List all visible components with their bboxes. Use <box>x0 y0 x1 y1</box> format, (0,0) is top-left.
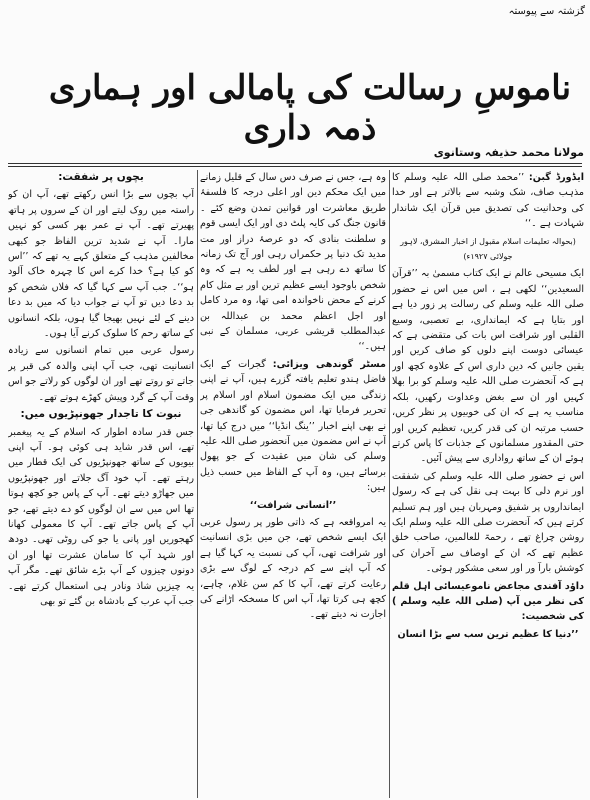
paragraph-lead: ایڈورڈ گبن: <box>528 172 584 183</box>
paragraph-lead: مسٹر گوندھی ویزائی: <box>272 358 386 370</box>
paragraph: رسول عربی میں تمام انسانوں سے زیادہ انسانیت تھی، جب آپ اپنی والدہ کی قبر پر جاتے تو روتے تھے اور ان لوگوں کو رلاتے جو اس وقت آپ کے گرد وپیش کھڑے ہوتے تھے۔ <box>8 345 194 403</box>
quote-heading: ’’انسانی شرافت‘‘ <box>249 499 337 511</box>
paragraph <box>392 170 584 232</box>
section-heading: نبوت کا تاجدار جھونپڑیوں میں: <box>20 408 182 421</box>
header-rule-top <box>8 163 582 164</box>
header-rule-bottom <box>8 166 582 167</box>
column-left <box>8 170 194 798</box>
paragraph: جس قدر سادہ اطوار کہ اسلام کے یہ پیغمبر تھے، اس قدر شاید ہی کوئی ہو۔ آپ اپنی بیویوں کے ساتھ جھونپڑیوں کی ایک قطار میں رہتے تھے۔ آپ خود آگ جلاتے اور جھونپڑیوں میں جھاڑو دیتے تھے۔ آپ کے پاس جو کچھ ہوتا تھا اس میں سے ان لوگوں کو دے دیتے تھے، جو آپ کے پاس جاتے تھے۔ آپ کا معمولی کھانا کھجوریں اور پانی یا جو کی روٹی تھی۔ دودھ اور شہد آپ کا سامان عشرت تھا اور ان دونوں چیزوں کے آپ بڑے شائق تھے۔ مگر آپ یہ چیزیں شاذ ونادر ہی استعمال کرتے تھے۔ جب آپ عرب کے بادشاہ بن گئے تو بھی <box>8 426 194 607</box>
paragraph: ایک مسیحی عالم نے ایک کتاب مسمیٰ بہ ’’قرآن السعیدین‘‘ لکھی ہے ، اس میں اس نے حضور صلی اللہ علیہ وسلم کی رسالت پر زور دیا ہے اور بتایا ہے کہ ایمانداری، بے تعصبی، وسیع القلبی اور شرافت اس بات کی متقضی ہے کہ عیسائی دوست اپنے دلوں کو صاف کریں اور یقین جانیں کہ دین داری اس کے علاوہ کچھ اور ہے کہ آنحضرت صلی اللہ علیہ وسلم کو برا بھلا کہیں اور ان سے بغض وعداوت رکھیں، بلکہ مناسب یہ ہے کہ ان کی خوبیوں پر نظر کریں، حسب مرتبہ ان کی قدر کریں، تعظیم کریں اور حتی المقدور مسلمانوں کے جذبات کا پاس کرتے ہوئے ان کے ساتھ رواداری سے پیش آئیں۔ <box>392 268 584 465</box>
paragraph <box>200 357 386 496</box>
continued-label: گزشتہ سے پیوستہ <box>508 6 585 17</box>
paragraph: وہ ہے، جس نے صرف دس سال کے قلیل زمانے میں ایک محکم دین اور اعلی درجہ کا فلسفۂ طریق معاشرت اور قوانین تمدن وضع کئے ۔ قانون جنگ کی کایہ پلٹ دی اور ایک ایسی قوم و سلطنت بنادی کہ دو عرصۂ دراز اور مت مدید تک دنیا پر حکمراں رہی اور آج تک زمانہ کا ساتھ دے رہی ہے اور لطف یہ ہے کہ وہ شخص باوجود ایسے عظیم ترین اور بے مثل کام کرنے کے محض ناخواندہ امی تھا، وہ مرد کامل اور اجل اعظم محمد بن عبداللہ بن عبدالمطلب قریشی عربی، مسلمان کے نبی ہیں۔‘‘ <box>200 172 386 353</box>
section-heading: داؤد آفندی مجاعض ناموعیسائی اہل قلم کی نظر میں آپ (صلی اللہ علیہ وسلم ) کی شخصیت: <box>392 580 584 623</box>
paragraph-text: ’’محمد صلی اللہ علیہ وسلم کا مذہب صاف، شک وشبہ سے بالاتر ہے اور خدا کی وحدانیت کی تصدیق میں قرآن ایک شاندار شہادت ہے ۔‘‘ <box>392 172 584 230</box>
quote-line: ’’دنیا کا عظیم ترین سب سے بڑا انسان <box>397 628 579 640</box>
paragraph-text: گجرات کے ایک فاضل ہندو تعلیم یافتہ گزرے ہیں، آپ نے اپنی زندگی میں ایک مضمون اسلام اور اسلام پر تحریر فرمایا تھا، اس مضمون کو گاندھی جی نے بھی اپنے اخبار ’’ینگ انڈیا‘‘ میں درج کیا تھا، آپ نے اس مضمون میں آنحضور صلی اللہ علیہ وسلم کی شان میں عقیدت کے جو پھول برسائے ہیں، وہ آپ کے الفاظ میں حسب ذیل ہیں: <box>200 358 386 494</box>
paragraph: اس نے حضور صلی اللہ علیہ وسلم کی شفقت اور نرم دلی کا بہت ہی نقل کی ہے کہ رسول ایمانداروں پر شفیق ومہربان ہیں اور ہم تسلیم کرتے ہیں کہ آنحضرت صلی اللہ علیہ وسلم ایک روشن چراغ تھے ، رحمۃ للعالمین، صاحب خلق عظیم تھے کہ ان کے اوصاف سے آخران کی کوشش بارآ ور اور سعی مشکور ہوئی۔ <box>392 470 584 575</box>
paragraph: یہ امرواقعہ ہے کہ ذاتی طور پر رسول عربی ایک ایسے شخص تھے، جن میں بڑی انسانیت اور شرافت تھی، آپ کی نسبت یہ کہا گیا ہے کہ آپ اپنے سے کم درجہ کے لوگ سے بڑی رعایت کرتے تھے، آپ کا کم سن غلام، چاہے، کچھ ہی کرتا تھا، آپ اس کا مسخکہ اڑانے کی اجازت نہ دیتے تھے۔ <box>200 516 386 621</box>
citation: (بحوالہ تعلیمات اسلام مقبول از اخبار المشرق، لاہور جولائی ۱۹۲۷ء) <box>400 236 576 262</box>
article-title: ناموسِ رسالت کی پامالی اور ہماری ذمہ داری <box>48 68 572 148</box>
column-divider-right <box>389 170 390 798</box>
column-divider-left <box>197 170 198 798</box>
column-middle <box>200 170 386 798</box>
paragraph: آپ بچوں سے بڑا انس رکھتے تھے، آپ ان کو راستہ میں روک لیتے اور ان کے سروں پر ہاتھ پھیرتے تھے۔ آپ نے عمر بھر کسی کو نہیں مارا۔ آپ نے شدید ترین الفاظ جو کبھی مخالفین مذہب کے متعلق کہے یہ تھے کہ ’’اس کو کیا ہے؟ خدا کرے اس کا چہرہ خاک آلود ہو‘‘۔ جب آپ سے کہا گیا کہ فلاں شخص کو بد دعا دیں تو آپ نے جواب دیا کہ میں بد دعا دینے کے لئے نہیں بھیجا گیا ہوں، بلکہ انسانوں کے ساتھ رحم کا سلوک کرنے آیا ہوں۔ <box>8 189 194 340</box>
column-right <box>392 170 584 798</box>
section-heading: بچوں پر شفقت: <box>58 171 144 183</box>
author-name: مولانا محمد حذیفہ وستانوی <box>433 146 584 159</box>
